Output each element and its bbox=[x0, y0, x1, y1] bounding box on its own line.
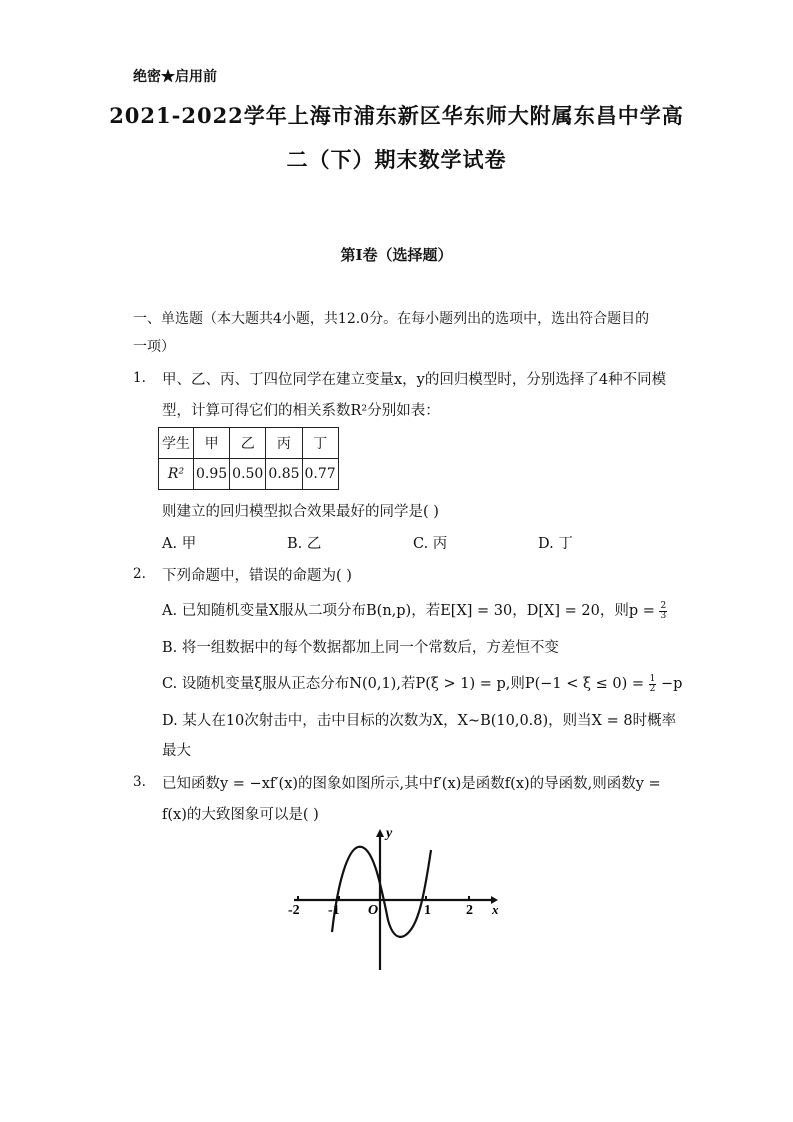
exam-title-line2: 二（下）期末数学试卷 bbox=[286, 147, 507, 172]
curve bbox=[332, 847, 431, 937]
label-neg2: -2 bbox=[288, 903, 300, 918]
volume-heading: 第Ⅰ卷（选择题） bbox=[340, 246, 453, 264]
fraction-denominator: 3 bbox=[660, 610, 667, 621]
q2-option-d-line2: 最大 bbox=[162, 743, 191, 759]
fraction bbox=[649, 675, 657, 694]
q1-number: 1. bbox=[133, 370, 146, 386]
q1-option-b[interactable]: B. 乙 bbox=[287, 536, 322, 552]
table-cell: 0.77 bbox=[302, 459, 338, 490]
function-graph bbox=[280, 820, 510, 975]
q2-option-b[interactable]: B. 将一组数据中的每个数据都加上同一个常数后，方差恒不变 bbox=[162, 640, 559, 656]
r2-table bbox=[158, 427, 339, 490]
q2-option-c[interactable] bbox=[162, 672, 682, 694]
label-2: 2 bbox=[466, 903, 473, 918]
table-cell: 0.85 bbox=[266, 459, 302, 490]
table-cell: 甲 bbox=[194, 428, 230, 459]
table-value-row bbox=[159, 459, 339, 490]
q3-stem-line2: f(x)的大致图象可以是( ) bbox=[162, 807, 319, 823]
q1-option-d[interactable]: D. 丁 bbox=[538, 536, 573, 552]
q1-stem-line2: 型，计算可得它们的相关系数R²分别如表： bbox=[162, 403, 440, 419]
label-x: x bbox=[492, 902, 499, 917]
fraction-numerator: 1 bbox=[649, 673, 656, 684]
q2-option-a-text: A. 已知随机变量X服从二项分布B(n,p)，若E[X] = 30，D[X] = 20，则p = bbox=[162, 603, 655, 619]
secret-label: 绝密★启用前 bbox=[133, 69, 217, 85]
label-y: y bbox=[386, 826, 393, 841]
q2-option-d-line1[interactable]: D. 某人在10次射击中，击中目标的次数为X，X∼B(10,0.8)，则当X = 8时概率 bbox=[162, 713, 677, 729]
label-origin: O bbox=[368, 903, 379, 918]
table-cell: 丙 bbox=[266, 428, 302, 459]
table-cell: 0.50 bbox=[230, 459, 266, 490]
table-cell: 丁 bbox=[302, 428, 338, 459]
q1-option-a[interactable]: A. 甲 bbox=[162, 536, 197, 552]
q2-stem: 下列命题中，错误的命题为( ) bbox=[162, 568, 352, 584]
table-header-row bbox=[159, 428, 339, 459]
q2-option-c-text: C. 设随机变量ξ服从正态分布N(0,1),若P(ξ > 1) = p,则P(−1 < ξ ≤ 0) = bbox=[162, 676, 645, 692]
fraction bbox=[659, 602, 667, 621]
table-cell: 乙 bbox=[230, 428, 266, 459]
q1-ask: 则建立的回归模型拟合效果最好的同学是( ) bbox=[162, 504, 439, 520]
table-cell: 0.95 bbox=[194, 459, 230, 490]
q2-number: 2. bbox=[133, 566, 146, 582]
q1-stem-line1: 甲、乙、丙、丁四位同学在建立变量x，y的回归模型时，分别选择了4种不同模 bbox=[162, 372, 667, 388]
fraction-denominator: 2 bbox=[649, 683, 656, 694]
q3-stem-line1: 已知函数y = −xf′(x)的图象如图所示,其中f′(x)是函数f(x)的导函数,则函数y = bbox=[162, 776, 661, 792]
q2-option-a[interactable] bbox=[162, 599, 667, 621]
y-axis-arrow bbox=[376, 829, 384, 837]
table-cell: 学生 bbox=[159, 428, 194, 459]
table-cell: R² bbox=[159, 459, 194, 490]
label-1: 1 bbox=[424, 903, 431, 918]
label-neg1: -1 bbox=[328, 903, 340, 918]
q1-option-c[interactable]: C. 丙 bbox=[413, 536, 448, 552]
exam-title-line1: 2021-2022学年上海市浦东新区华东师大附属东昌中学高 bbox=[109, 103, 684, 128]
section-heading: 一、单选题（本大题共4小题，共12.0分。在每小题列出的选项中，选出符合题目的一项） bbox=[133, 311, 650, 355]
q3-number: 3. bbox=[133, 774, 146, 790]
fraction-numerator: 2 bbox=[660, 600, 667, 611]
q2-option-c-tail: −p bbox=[660, 676, 683, 692]
